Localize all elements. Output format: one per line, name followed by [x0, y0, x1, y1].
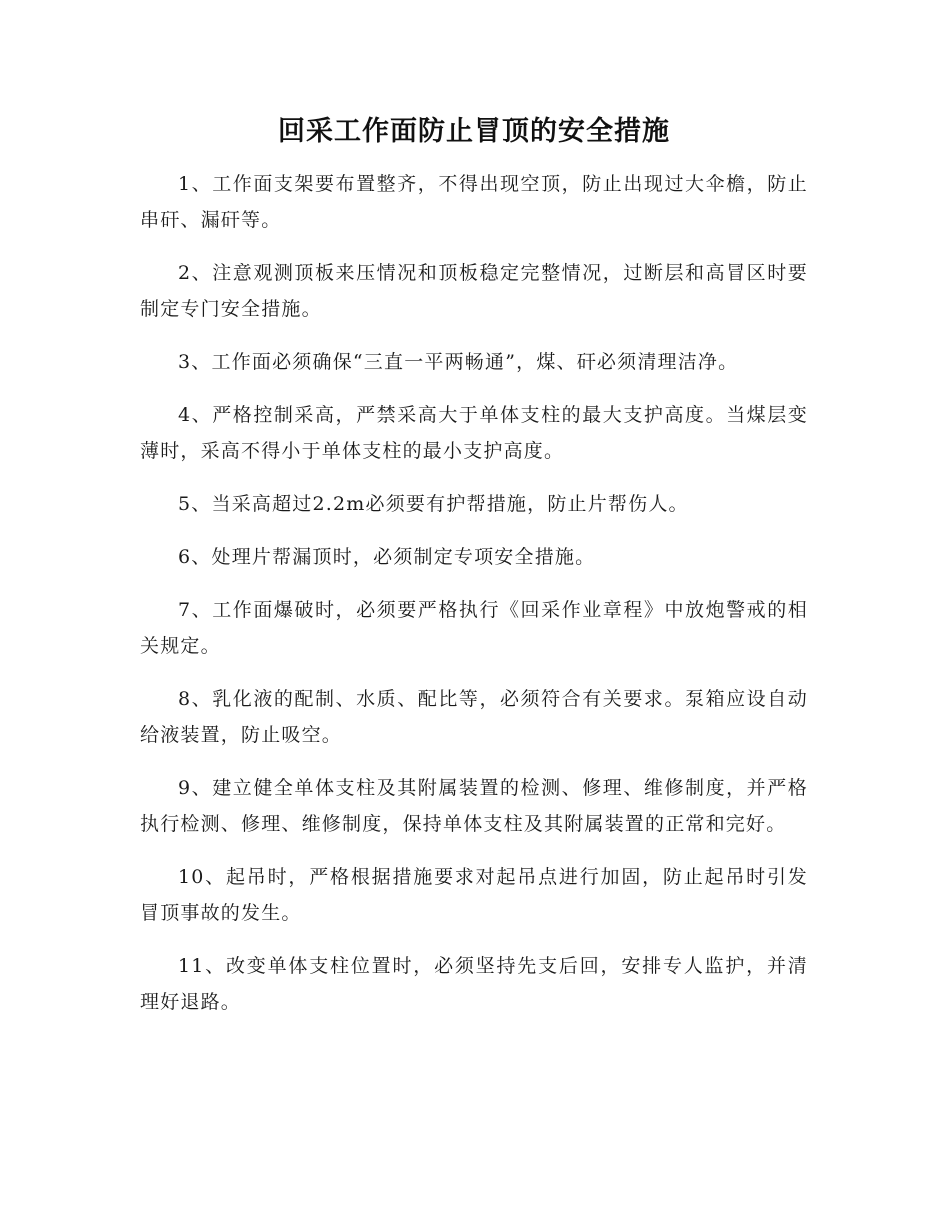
paragraph-4: 4、严格控制采高，严禁采高大于单体支柱的最大支护高度。当煤层变薄时，采高不得小于单体支柱的最小支护高度。 — [140, 404, 808, 462]
paragraph-6: 6、处理片帮漏顶时，必须制定专项安全措施。 — [178, 546, 596, 568]
paragraph-8: 8、乳化液的配制、水质、配比等，必须符合有关要求。泵箱应设自动给液装置，防止吸空。 — [140, 688, 808, 746]
paragraph-10: 10、起吊时，严格根据措施要求对起吊点进行加固，防止起吊时引发冒顶事故的发生。 — [140, 866, 808, 924]
paragraph-1: 1、工作面支架要布置整齐，不得出现空顶，防止出现过大伞檐，防止串矸、漏矸等。 — [140, 173, 808, 231]
paragraph-3: 3、工作面必须确保“三直一平两畅通”，煤、矸必须清理洁净。 — [178, 351, 739, 373]
paragraph-9: 9、建立健全单体支柱及其附属装置的检测、修理、维修制度，并严格执行检测、修理、维修制度，保持单体支柱及其附属装置的正常和完好。 — [140, 777, 808, 835]
document-page — [140, 112, 808, 1037]
document-title: 回采工作面防止冒顶的安全措施 — [278, 116, 670, 147]
paragraph-11: 11、改变单体支柱位置时，必须坚持先支后回，安排专人监护，并清理好退路。 — [140, 955, 808, 1013]
paragraph-7: 7、工作面爆破时，必须要严格执行《回采作业章程》中放炮警戒的相关规定。 — [140, 599, 808, 657]
paragraph-5: 5、当采高超过2.2m必须要有护帮措施，防止片帮伤人。 — [178, 493, 689, 515]
paragraph-2: 2、注意观测顶板来压情况和顶板稳定完整情况，过断层和高冒区时要制定专门安全措施。 — [140, 262, 808, 320]
